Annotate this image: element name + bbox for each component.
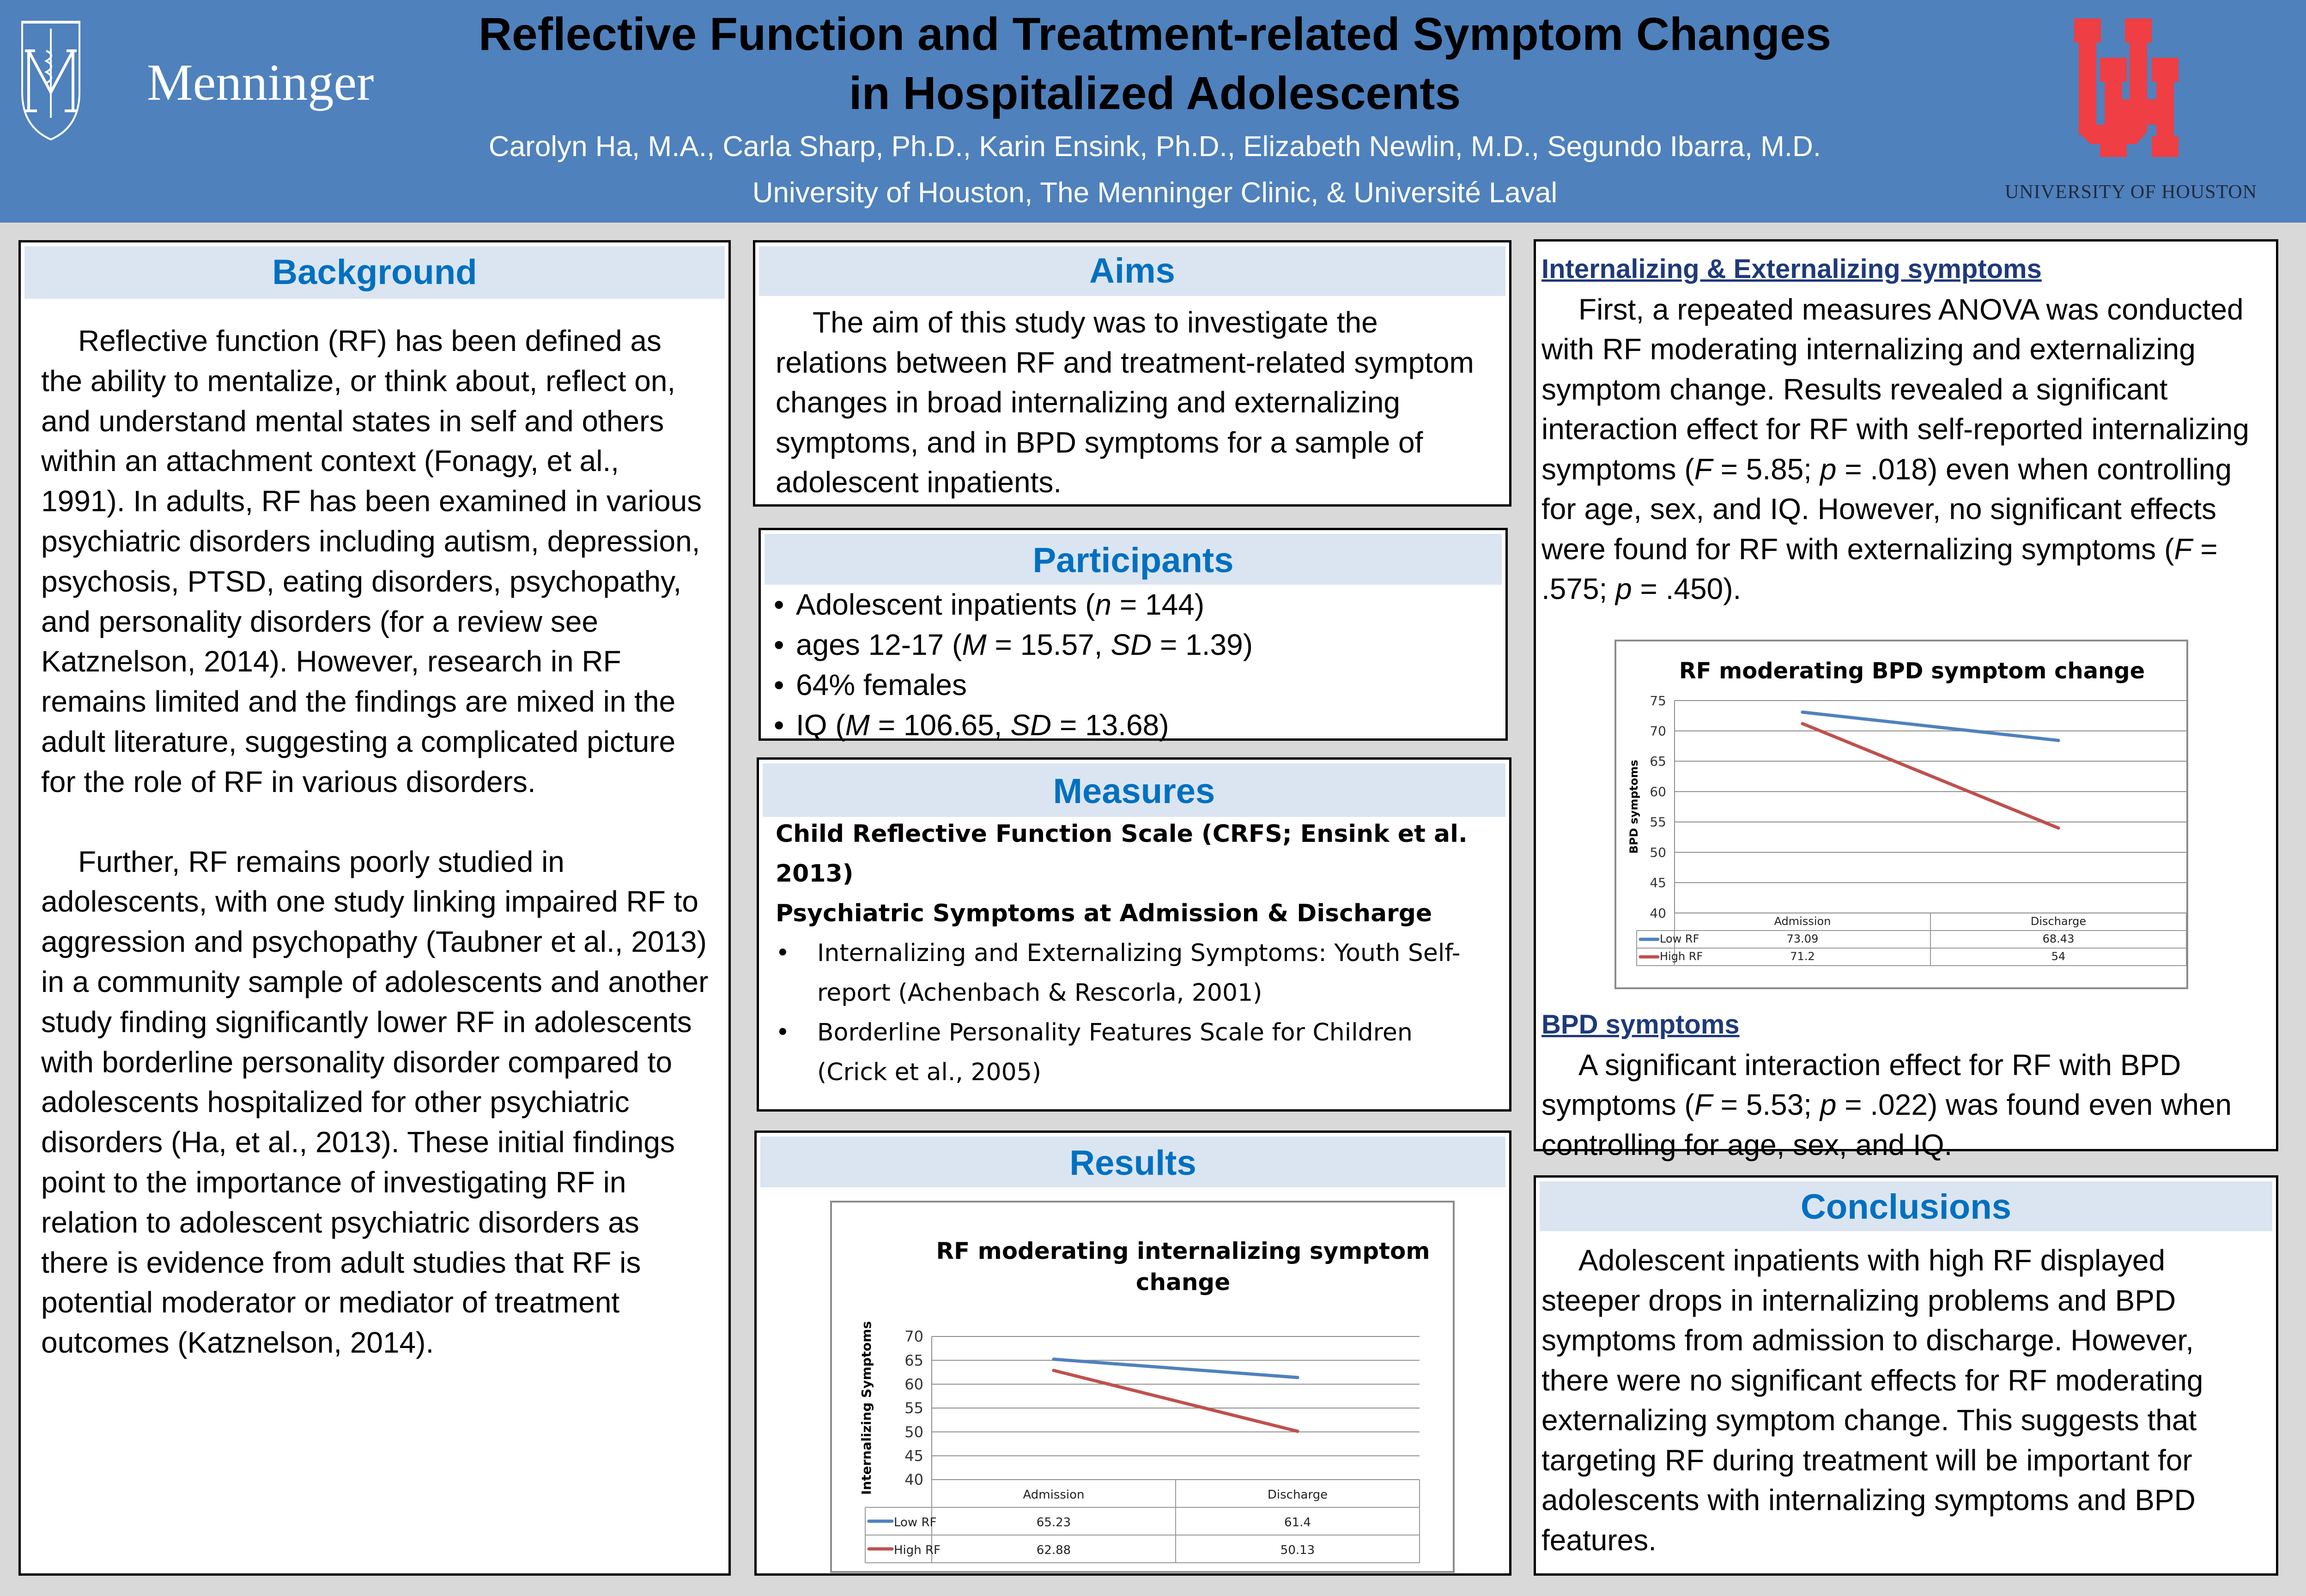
participants-list <box>761 585 1501 745</box>
conclusions-panel <box>1534 1175 2278 1576</box>
data-label: 73.09 <box>1786 932 1819 945</box>
y-tick-label: 55 <box>904 1399 923 1417</box>
affiliations: University of Houston, The Menninger Clinic, & Université Laval <box>752 177 1558 209</box>
measures-heading: Measures <box>763 763 1505 817</box>
participant-item: • 64% females <box>774 668 967 701</box>
background-heading: Background <box>24 246 725 299</box>
x-category-label: Admission <box>1774 914 1831 928</box>
bpd-chart <box>1614 640 2188 989</box>
aims-panel <box>753 240 1511 507</box>
x-category-label: Admission <box>1023 1487 1085 1502</box>
aims-heading: Aims <box>759 246 1505 296</box>
legend-label: High RF <box>1660 949 1703 963</box>
menninger-shield-logo <box>18 18 83 143</box>
int-ext-section <box>1541 248 2265 609</box>
y-tick-label: 60 <box>1650 784 1666 799</box>
conclusions-body <box>1541 1240 2265 1560</box>
internalizing-chart <box>830 1201 1455 1573</box>
y-tick-label: 70 <box>1650 723 1666 739</box>
y-axis-label: BPD symptoms <box>1627 760 1640 854</box>
y-tick-label: 40 <box>904 1471 923 1489</box>
y-tick-label: 70 <box>904 1328 923 1346</box>
chart-title: change <box>1135 1269 1231 1296</box>
x-category-label: Discharge <box>1267 1487 1328 1502</box>
series-line-high-rf <box>1054 1371 1298 1432</box>
title-line-2: in Hospitalized Adolescents <box>849 67 1461 119</box>
y-tick-label: 55 <box>1650 814 1666 830</box>
participants-heading: Participants <box>765 534 1502 585</box>
y-tick-label: 65 <box>1650 754 1666 769</box>
data-point <box>1296 1376 1299 1379</box>
data-point <box>1052 1369 1056 1372</box>
measure-crfs: Child Reflective Function Scale (CRFS; Ensink et al. 2013) <box>776 820 1468 888</box>
measure-item: • Internalizing and Externalizing Symptoms: Youth Self-report (Achenbach & Rescorla, 2001) <box>776 939 1461 1007</box>
chart-title: RF moderating BPD symptom change <box>1679 658 2145 684</box>
series-line-low-rf <box>1054 1359 1298 1378</box>
y-tick-label: 45 <box>1650 875 1666 891</box>
data-point <box>1801 711 1804 714</box>
y-axis-label: Internalizing Symptoms <box>859 1321 874 1495</box>
data-label: 61.4 <box>1284 1515 1311 1530</box>
bpd-section <box>1541 1004 2265 1165</box>
data-label: 68.43 <box>2042 932 2075 945</box>
background-body <box>41 321 710 1363</box>
conclusions-text: Adolescent inpatients with high RF displayed steeper drops in internalizing problems and BPD symptoms from admission to discharge. However, there were no significant effects for RF moderating externalizing symptom change. This suggests that targeting RF during treatment will be important for adolescents with internalizing symptoms and BPD features. <box>1541 1244 2203 1557</box>
y-tick-label: 75 <box>1650 693 1666 708</box>
y-tick-label: 50 <box>904 1423 923 1441</box>
int-ext-text: First, a repeated measures ANOVA was conducted with RF moderating internalizing and externalizing symptom change. Results revealed a significant interaction effect for RF with self-reported internalizing symptoms (F = 5.85; p = .018) even when controlling for age, sex, and IQ. However, no significant effects were found for RF with externalizing symptoms (F = .575; p = .450). <box>1541 292 2249 605</box>
participants-panel <box>759 528 1508 741</box>
participant-item: • ages 12-17 (M = 15.57, SD = 1.39) <box>774 628 1253 661</box>
menninger-wordmark: Menninger <box>147 54 374 111</box>
data-point <box>1801 722 1804 725</box>
data-label: 50.13 <box>1280 1543 1315 1557</box>
results-heading: Results <box>760 1137 1505 1187</box>
legend-label: Low RF <box>1660 932 1699 945</box>
data-label: 65.23 <box>1036 1515 1071 1530</box>
data-point <box>2057 827 2060 830</box>
background-paragraph-2: Further, RF remains poorly studied in adolescents, with one study linking impaired RF to aggression and psychopathy (Taubner et al., 2013) in a community sample of adolescents and another study finding significantly lower RF in adolescents with borderline personality disorder compared to adolescents hospitalized for other psychiatric disorders (Ha, et al., 2013). These initial findings point to the importance of investigating RF in relation to adolescent psychiatric disorders as there is evidence from adult studies that RF is potential moderator or mediator of treatment outcomes (Katznelson, 2014). <box>41 845 709 1360</box>
data-label: 54 <box>2051 949 2066 963</box>
int-ext-heading: Internalizing & Externalizing symptoms <box>1541 254 2042 284</box>
aims-body <box>776 302 1493 502</box>
y-tick-label: 40 <box>1650 905 1666 921</box>
data-point <box>1052 1358 1056 1361</box>
title-line-1: Reflective Function and Treatment-related Symptom Changes <box>478 8 1832 60</box>
legend-label: Low RF <box>894 1515 937 1530</box>
measures-body <box>776 814 1490 1092</box>
author-block <box>351 124 1959 216</box>
data-point <box>2057 739 2060 742</box>
conclusions-heading: Conclusions <box>1540 1181 2272 1231</box>
bpd-text: A significant interaction effect for RF with BPD symptoms (F = 5.53; p = .022) was found even when controlling for age, sex, and IQ. <box>1541 1048 2232 1161</box>
data-point <box>1296 1430 1299 1433</box>
chart-title: RF moderating internalizing symptom <box>936 1238 1430 1264</box>
caduceus-icon <box>46 29 51 118</box>
series-line-high-rf <box>1802 724 2058 828</box>
background-paragraph-1: Reflective function (RF) has been defined as the ability to mentalize, or think about, reflect on, and understand mental states in self and others within an attachment context (Fonagy, et al., 1991). In adults, RF has been examined in various psychiatric disorders including autism, depression, psychosis, PTSD, eating disorders, psychopathy, and personality disorders (for a review see Katznelson, 2014). However, research in RF remains limited and the findings are mixed in the adult literature, suggesting a complicated picture for the role of RF in various disorders. <box>41 324 702 798</box>
measure-item: • Borderline Personality Features Scale for Children (Crick et al., 2005) <box>776 1019 1413 1086</box>
y-tick-label: 50 <box>1650 845 1666 860</box>
y-tick-label: 60 <box>904 1375 923 1393</box>
chart-svg <box>832 1203 1453 1571</box>
y-tick-label: 65 <box>904 1351 923 1369</box>
measure-psychiatric-symptoms: Psychiatric Symptoms at Admission & Discharge <box>776 900 1432 927</box>
measures-panel <box>757 757 1511 1112</box>
uh-wordmark: UNIVERSITY OF HOUSTON <box>2005 181 2257 203</box>
uh-monogram-logo <box>2065 18 2194 157</box>
aims-text: The aim of this study was to investigate the relations between RF and treatment-related symptom changes in broad internalizing and externalizing symptoms, and in BPD symptoms for a sample of adolescent inpatients. <box>776 306 1474 499</box>
chart-svg <box>1616 641 2186 987</box>
bpd-heading: BPD symptoms <box>1541 1010 1740 1040</box>
participant-item: • Adolescent inpatients (n = 144) <box>774 588 1205 621</box>
poster-header <box>0 0 2306 223</box>
uh-monogram-icon <box>2074 18 2179 157</box>
data-label: 62.88 <box>1036 1543 1071 1557</box>
poster-title <box>351 5 1959 123</box>
background-panel <box>18 240 731 1576</box>
authors: Carolyn Ha, M.A., Carla Sharp, Ph.D., Karin Ensink, Ph.D., Elizabeth Newlin, M.D., Segundo Ibarra, M.D. <box>488 131 1821 163</box>
y-tick-label: 45 <box>904 1447 923 1465</box>
participant-item: • IQ (M = 106.65, SD = 13.68) <box>774 708 1169 742</box>
legend-label: High RF <box>894 1543 941 1557</box>
series-line-low-rf <box>1802 712 2058 740</box>
x-category-label: Discharge <box>2030 914 2087 928</box>
data-label: 71.2 <box>1790 949 1815 963</box>
